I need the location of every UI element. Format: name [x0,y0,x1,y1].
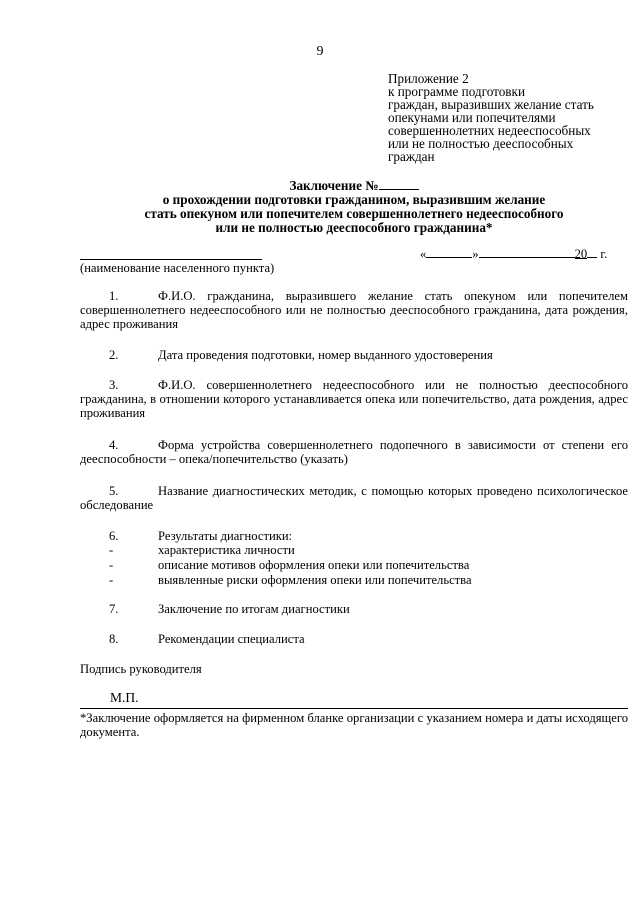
appendix-line: Приложение 2 [388,71,469,86]
item-number: 6. [109,529,119,543]
item-text: Результаты диагностики: [158,529,293,543]
title-line: стать опекуном или попечителем совершеннолетнего недееспособного [144,206,564,221]
year-blank [587,246,597,258]
conclusion-number-blank [379,178,419,190]
list-item [80,289,628,331]
list-item [80,484,628,512]
date-field [420,246,607,262]
diagnostics-subitem [80,543,628,558]
list-item [80,378,628,420]
item-number: 5. [109,484,119,498]
item-text: Ф.И.О. совершеннолетнего недееспособного или не полностью дееспособного гражданина, в отношении которого устанавливается опека или попечительство, дата рождения, адрес проживания [80,378,628,420]
year-suffix: г. [600,247,608,261]
item-number: 8. [109,632,119,646]
appendix-line: к программе подготовки [388,84,525,99]
appendix-line: совершеннолетних недееспособных [388,123,591,138]
item-text: Ф.И.О. гражданина, выразившего желание стать опекуном или попечителем совершеннолетнего недееспособного или не полностью дееспособного гражданина, дата рождения, адрес проживания [80,289,628,331]
footnote-divider [80,708,628,709]
title-line: или не полностью дееспособного гражданина* [215,220,493,235]
item-text: Заключение по итогам диагностики [158,602,350,616]
page-number: 9 [316,44,324,59]
item-number: 7. [109,602,119,616]
locality-blank [80,259,262,260]
appendix-line: граждан [388,149,435,164]
subitem-text: характеристика личности [158,543,295,557]
subitem-text: описание мотивов оформления опеки или попечительства [158,558,470,572]
year-prefix: 20 [574,247,588,261]
dash-marker: - [109,558,114,572]
dash-marker: - [109,543,114,557]
dash-marker: - [109,573,114,587]
appendix-line: опекунами или попечителями [388,110,556,125]
item-number: 2. [109,348,119,362]
title-prefix: Заключение № [289,178,379,193]
month-blank [479,246,575,258]
signature-label: Подпись руководителя [80,662,202,676]
appendix-line: граждан, выразивших желание стать [388,97,594,112]
item-text: Рекомендации специалиста [158,632,305,646]
diagnostics-subitem [80,573,628,588]
item-text: Название диагностических методик, с помощью которых проведено психологическое обследование [80,484,628,512]
locality-label: (наименование населенного пункта) [80,261,275,275]
day-blank [426,246,472,258]
item-text: Форма устройства совершеннолетнего подопечного в зависимости от степени его дееспособности – опека/попечительство (указать) [80,438,628,466]
date-quote-close: » [472,247,479,261]
appendix-line: или не полностью дееспособных [388,136,574,151]
item-number: 3. [109,378,119,392]
list-item [80,438,628,466]
subitem-text: выявленные риски оформления опеки или попечительства [158,573,472,587]
stamp-label: М.П. [110,690,139,705]
date-quote-open: « [420,247,427,261]
appendix-header [388,72,633,163]
diagnostics-subitem [80,558,628,573]
item-number: 1. [109,289,119,303]
item-text: Дата проведения подготовки, номер выданного удостоверения [158,348,493,362]
item-number: 4. [109,438,119,452]
footnote: *Заключение оформляется на фирменном бланке организации с указанием номера и даты исходящего документа. [80,711,628,739]
title-line: о прохождении подготовки гражданином, выразившим желание [162,192,546,207]
document-title [80,178,628,235]
